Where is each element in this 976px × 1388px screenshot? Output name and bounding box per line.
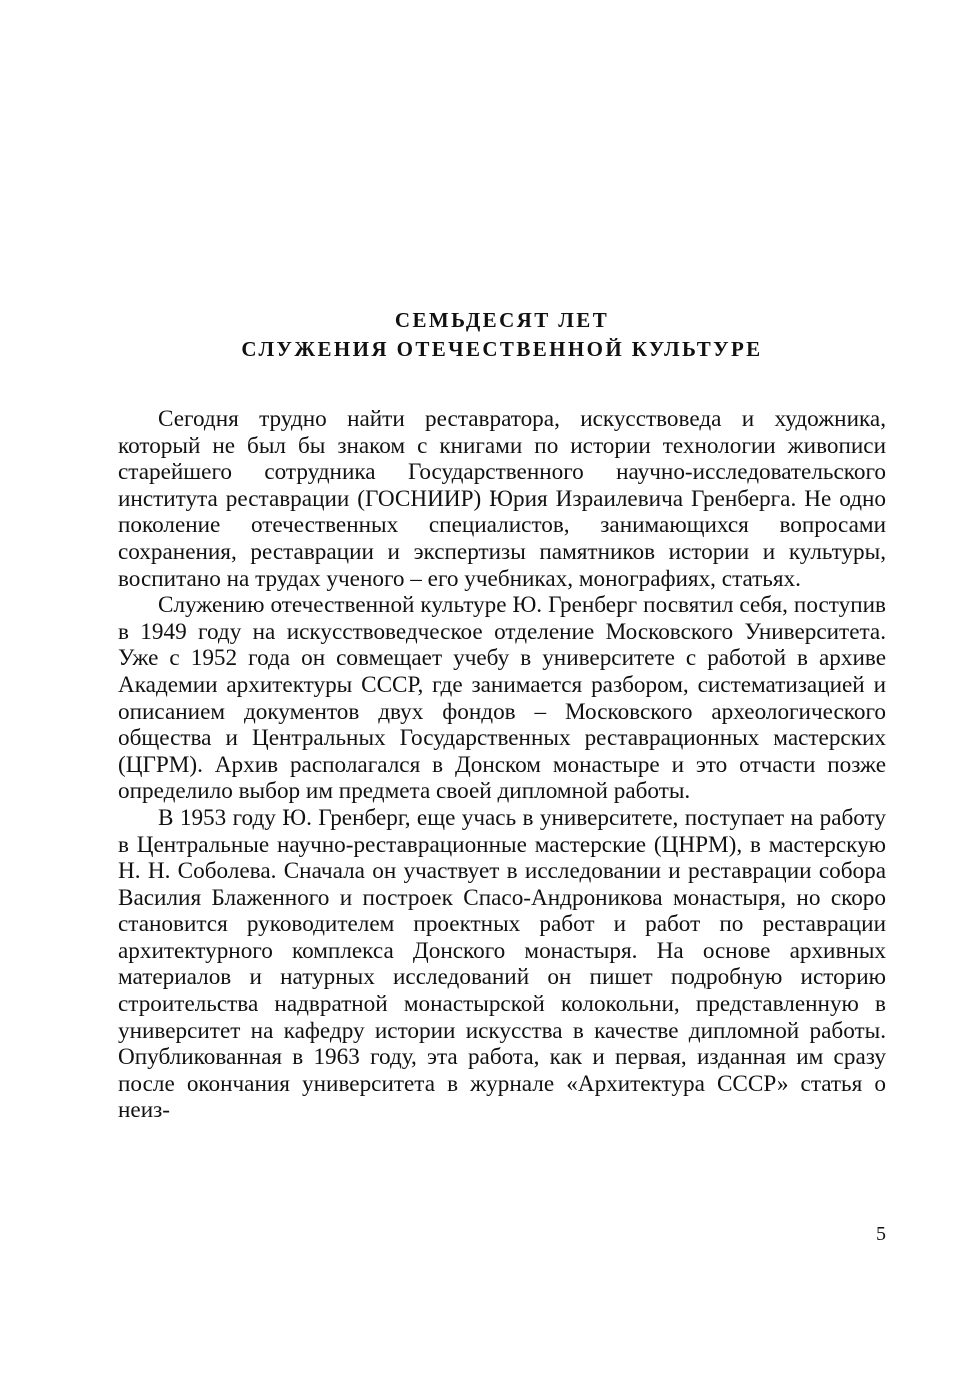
page-number: 5	[876, 1223, 886, 1245]
paragraph-3: В 1953 году Ю. Гренберг, еще учась в университете, поступает на работу в Центральные научно-реставрационные мастерские (ЦНРМ), в мастерскую Н. Н. Соболева. Сначала он участвует в исследовании и реставрации собора Василия Блаженного и построек Спасо-Андроникова монастыря, но скоро становится руководителем проектных работ и работ по реставрации архитектурного комплекса Донского монастыря. На основе архивных материалов и натурных исследований он пишет подробную историю строительства надвратной монастырской колокольни, представленную в университет на кафедру истории искусства в качестве дипломной работы. Опубликованная в 1963 году, эта работа, как и первая, изданная им сразу после окончания университета в журнале «Архитектура СССР» статья о неиз-	[118, 804, 886, 1124]
heading-line-1: СЕМЬДЕСЯТ ЛЕТ	[394, 308, 610, 332]
chapter-heading	[118, 306, 886, 364]
paragraph-2: Служению отечественной культуре Ю. Гренберг посвятил себя, поступив в 1949 году на искусствоведческое отделение Московского Университета. Уже с 1952 года он совмещает учебу в университете с работой в архиве Академии архитектуры СССР, где занимается разбором, систематизацией и описанием документов двух фондов – Московского археологического общества и Центральных Государственных реставрационных мастерских (ЦГРМ). Архив располагался в Донском монастыре и это отчасти позже определило выбор им предмета своей дипломной работы.	[118, 592, 886, 805]
heading-line-2: СЛУЖЕНИЯ ОТЕЧЕСТВЕННОЙ КУЛЬТУРЕ	[241, 337, 763, 361]
body-text	[118, 406, 886, 1124]
paragraph-1: Сегодня трудно найти реставратора, искусствоведа и художника, который не был бы знаком с книгами по истории технологии живописи старейшего сотрудника Государственного научно-исследовательского института реставрации (ГОСНИИР) Юрия Израилевича Гренберга. Не одно поколение отечественных специалистов, занимающихся вопросами сохранения, реставрации и экспертизы памятников истории и культуры, воспитано на трудах ученого – его учебниках, монографиях, статьях.	[118, 406, 886, 592]
